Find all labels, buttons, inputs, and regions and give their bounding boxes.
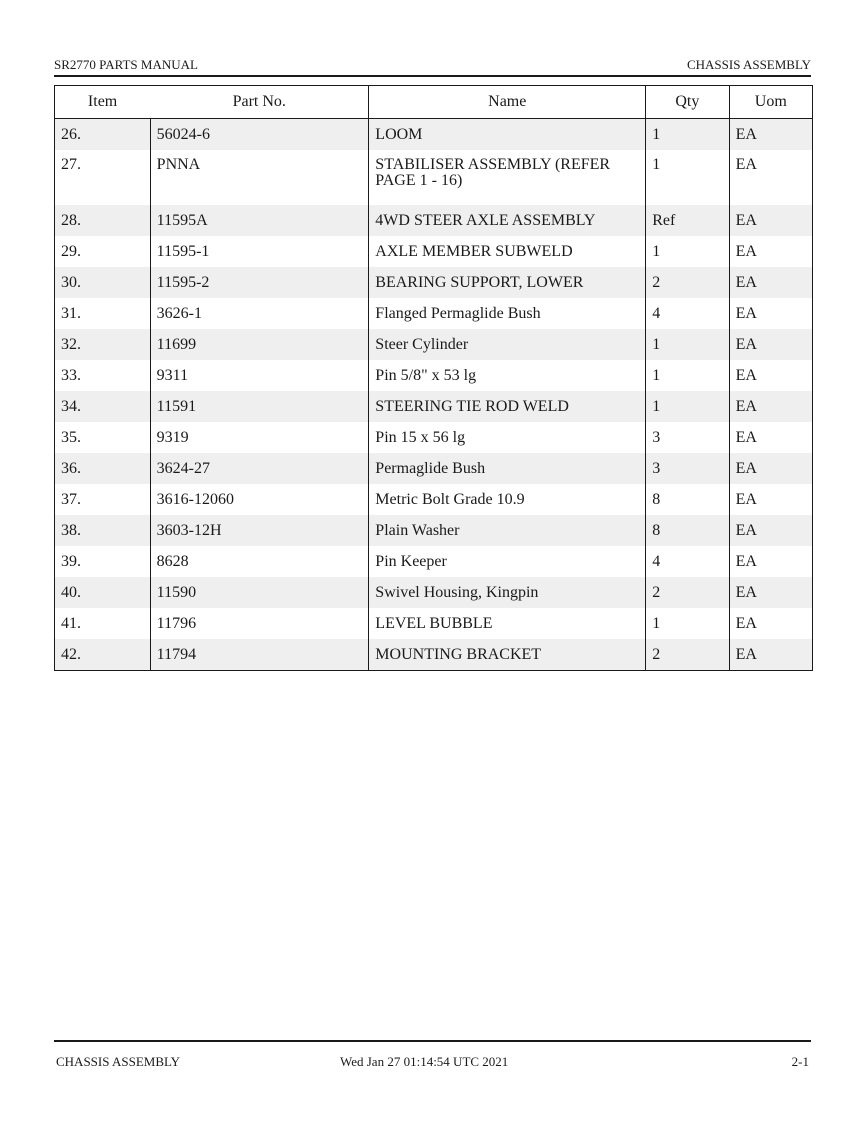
uom-cell: EA [729,360,812,391]
uom-cell: EA [729,453,812,484]
part-no-cell: 11794 [150,639,369,671]
part-no-cell: 3624-27 [150,453,369,484]
uom-cell: EA [729,422,812,453]
page-number: 2-1 [791,1054,809,1069]
qty-cell: 8 [646,484,729,515]
item-cell: 28. [55,205,151,236]
part-no-cell: 11796 [150,608,369,639]
uom-cell: EA [729,329,812,360]
column-header-qty: Qty [646,86,729,119]
item-cell: 33. [55,360,151,391]
name-cell: Pin Keeper [369,546,646,577]
item-cell: 35. [55,422,151,453]
uom-cell: EA [729,119,812,151]
qty-cell: 4 [646,546,729,577]
qty-cell: 8 [646,515,729,546]
qty-cell: 2 [646,267,729,298]
section-title: CHASSIS ASSEMBLY [686,57,811,72]
name-cell: STEERING TIE ROD WELD [369,391,646,422]
table-row [55,298,813,329]
item-cell: 41. [55,608,151,639]
name-cell: Pin 5/8" x 53 lg [369,360,646,391]
name-cell: BEARING SUPPORT, LOWER [369,267,646,298]
uom-cell: EA [729,150,812,205]
page-header [54,55,811,77]
table-row [55,150,813,205]
item-cell: 30. [55,267,151,298]
part-no-cell: 11595-2 [150,267,369,298]
table-row [55,267,813,298]
table-row [55,119,813,151]
table-row [55,515,813,546]
qty-cell: 4 [646,298,729,329]
qty-cell: 1 [646,360,729,391]
name-cell: Steer Cylinder [369,329,646,360]
part-no-cell: 3603-12H [150,515,369,546]
item-cell: 31. [55,298,151,329]
qty-cell: 3 [646,453,729,484]
qty-cell: Ref [646,205,729,236]
uom-cell: EA [729,577,812,608]
table-row [55,391,813,422]
table-row [55,484,813,515]
uom-cell: EA [729,298,812,329]
uom-cell: EA [729,236,812,267]
name-cell: Swivel Housing, Kingpin [369,577,646,608]
name-cell: LOOM [369,119,646,151]
column-header-part-no: Part No. [150,86,369,119]
item-cell: 27. [55,150,151,205]
name-cell: STABILISER ASSEMBLY (REFER PAGE 1 - 16) [369,150,646,205]
column-header-item: Item [55,86,151,119]
uom-cell: EA [729,205,812,236]
page-footer [54,1040,811,1072]
name-cell: Plain Washer [369,515,646,546]
name-cell: AXLE MEMBER SUBWELD [369,236,646,267]
name-cell: 4WD STEER AXLE ASSEMBLY [369,205,646,236]
footer-timestamp: Wed Jan 27 01:14:54 UTC 2021 [340,1054,509,1069]
part-no-cell: 11699 [150,329,369,360]
footer-section-title: CHASSIS ASSEMBLY [56,1054,181,1069]
column-header-uom: Uom [729,86,812,119]
uom-cell: EA [729,267,812,298]
item-cell: 34. [55,391,151,422]
name-cell: MOUNTING BRACKET [369,639,646,671]
table-row [55,639,813,671]
uom-cell: EA [729,546,812,577]
table-row [55,205,813,236]
uom-cell: EA [729,391,812,422]
part-no-cell: 11590 [150,577,369,608]
table-header-row [55,86,813,119]
part-no-cell: 56024-6 [150,119,369,151]
qty-cell: 3 [646,422,729,453]
part-no-cell: 8628 [150,546,369,577]
part-no-cell: 3616-12060 [150,484,369,515]
name-cell: Pin 15 x 56 lg [369,422,646,453]
table-row [55,422,813,453]
name-cell: Metric Bolt Grade 10.9 [369,484,646,515]
qty-cell: 2 [646,577,729,608]
qty-cell: 1 [646,608,729,639]
part-no-cell: 9319 [150,422,369,453]
part-no-cell: 11595-1 [150,236,369,267]
part-no-cell: PNNA [150,150,369,205]
item-cell: 39. [55,546,151,577]
item-cell: 40. [55,577,151,608]
item-cell: 29. [55,236,151,267]
uom-cell: EA [729,639,812,671]
item-cell: 38. [55,515,151,546]
item-cell: 37. [55,484,151,515]
part-no-cell: 9311 [150,360,369,391]
table-row [55,329,813,360]
table-row [55,236,813,267]
qty-cell: 1 [646,329,729,360]
name-cell: Permaglide Bush [369,453,646,484]
uom-cell: EA [729,515,812,546]
qty-cell: 1 [646,236,729,267]
name-cell: Flanged Permaglide Bush [369,298,646,329]
parts-table-body [55,119,813,671]
item-cell: 42. [55,639,151,671]
item-cell: 26. [55,119,151,151]
uom-cell: EA [729,608,812,639]
table-row [55,546,813,577]
manual-title: SR2770 PARTS MANUAL [54,57,198,72]
part-no-cell: 11595A [150,205,369,236]
uom-cell: EA [729,484,812,515]
table-row [55,577,813,608]
item-cell: 32. [55,329,151,360]
table-row [55,360,813,391]
qty-cell: 1 [646,150,729,205]
table-row [55,608,813,639]
column-header-name: Name [369,86,646,119]
parts-table [54,85,813,671]
qty-cell: 1 [646,119,729,151]
item-cell: 36. [55,453,151,484]
qty-cell: 2 [646,639,729,671]
name-cell: LEVEL BUBBLE [369,608,646,639]
qty-cell: 1 [646,391,729,422]
table-row [55,453,813,484]
part-no-cell: 11591 [150,391,369,422]
part-no-cell: 3626-1 [150,298,369,329]
